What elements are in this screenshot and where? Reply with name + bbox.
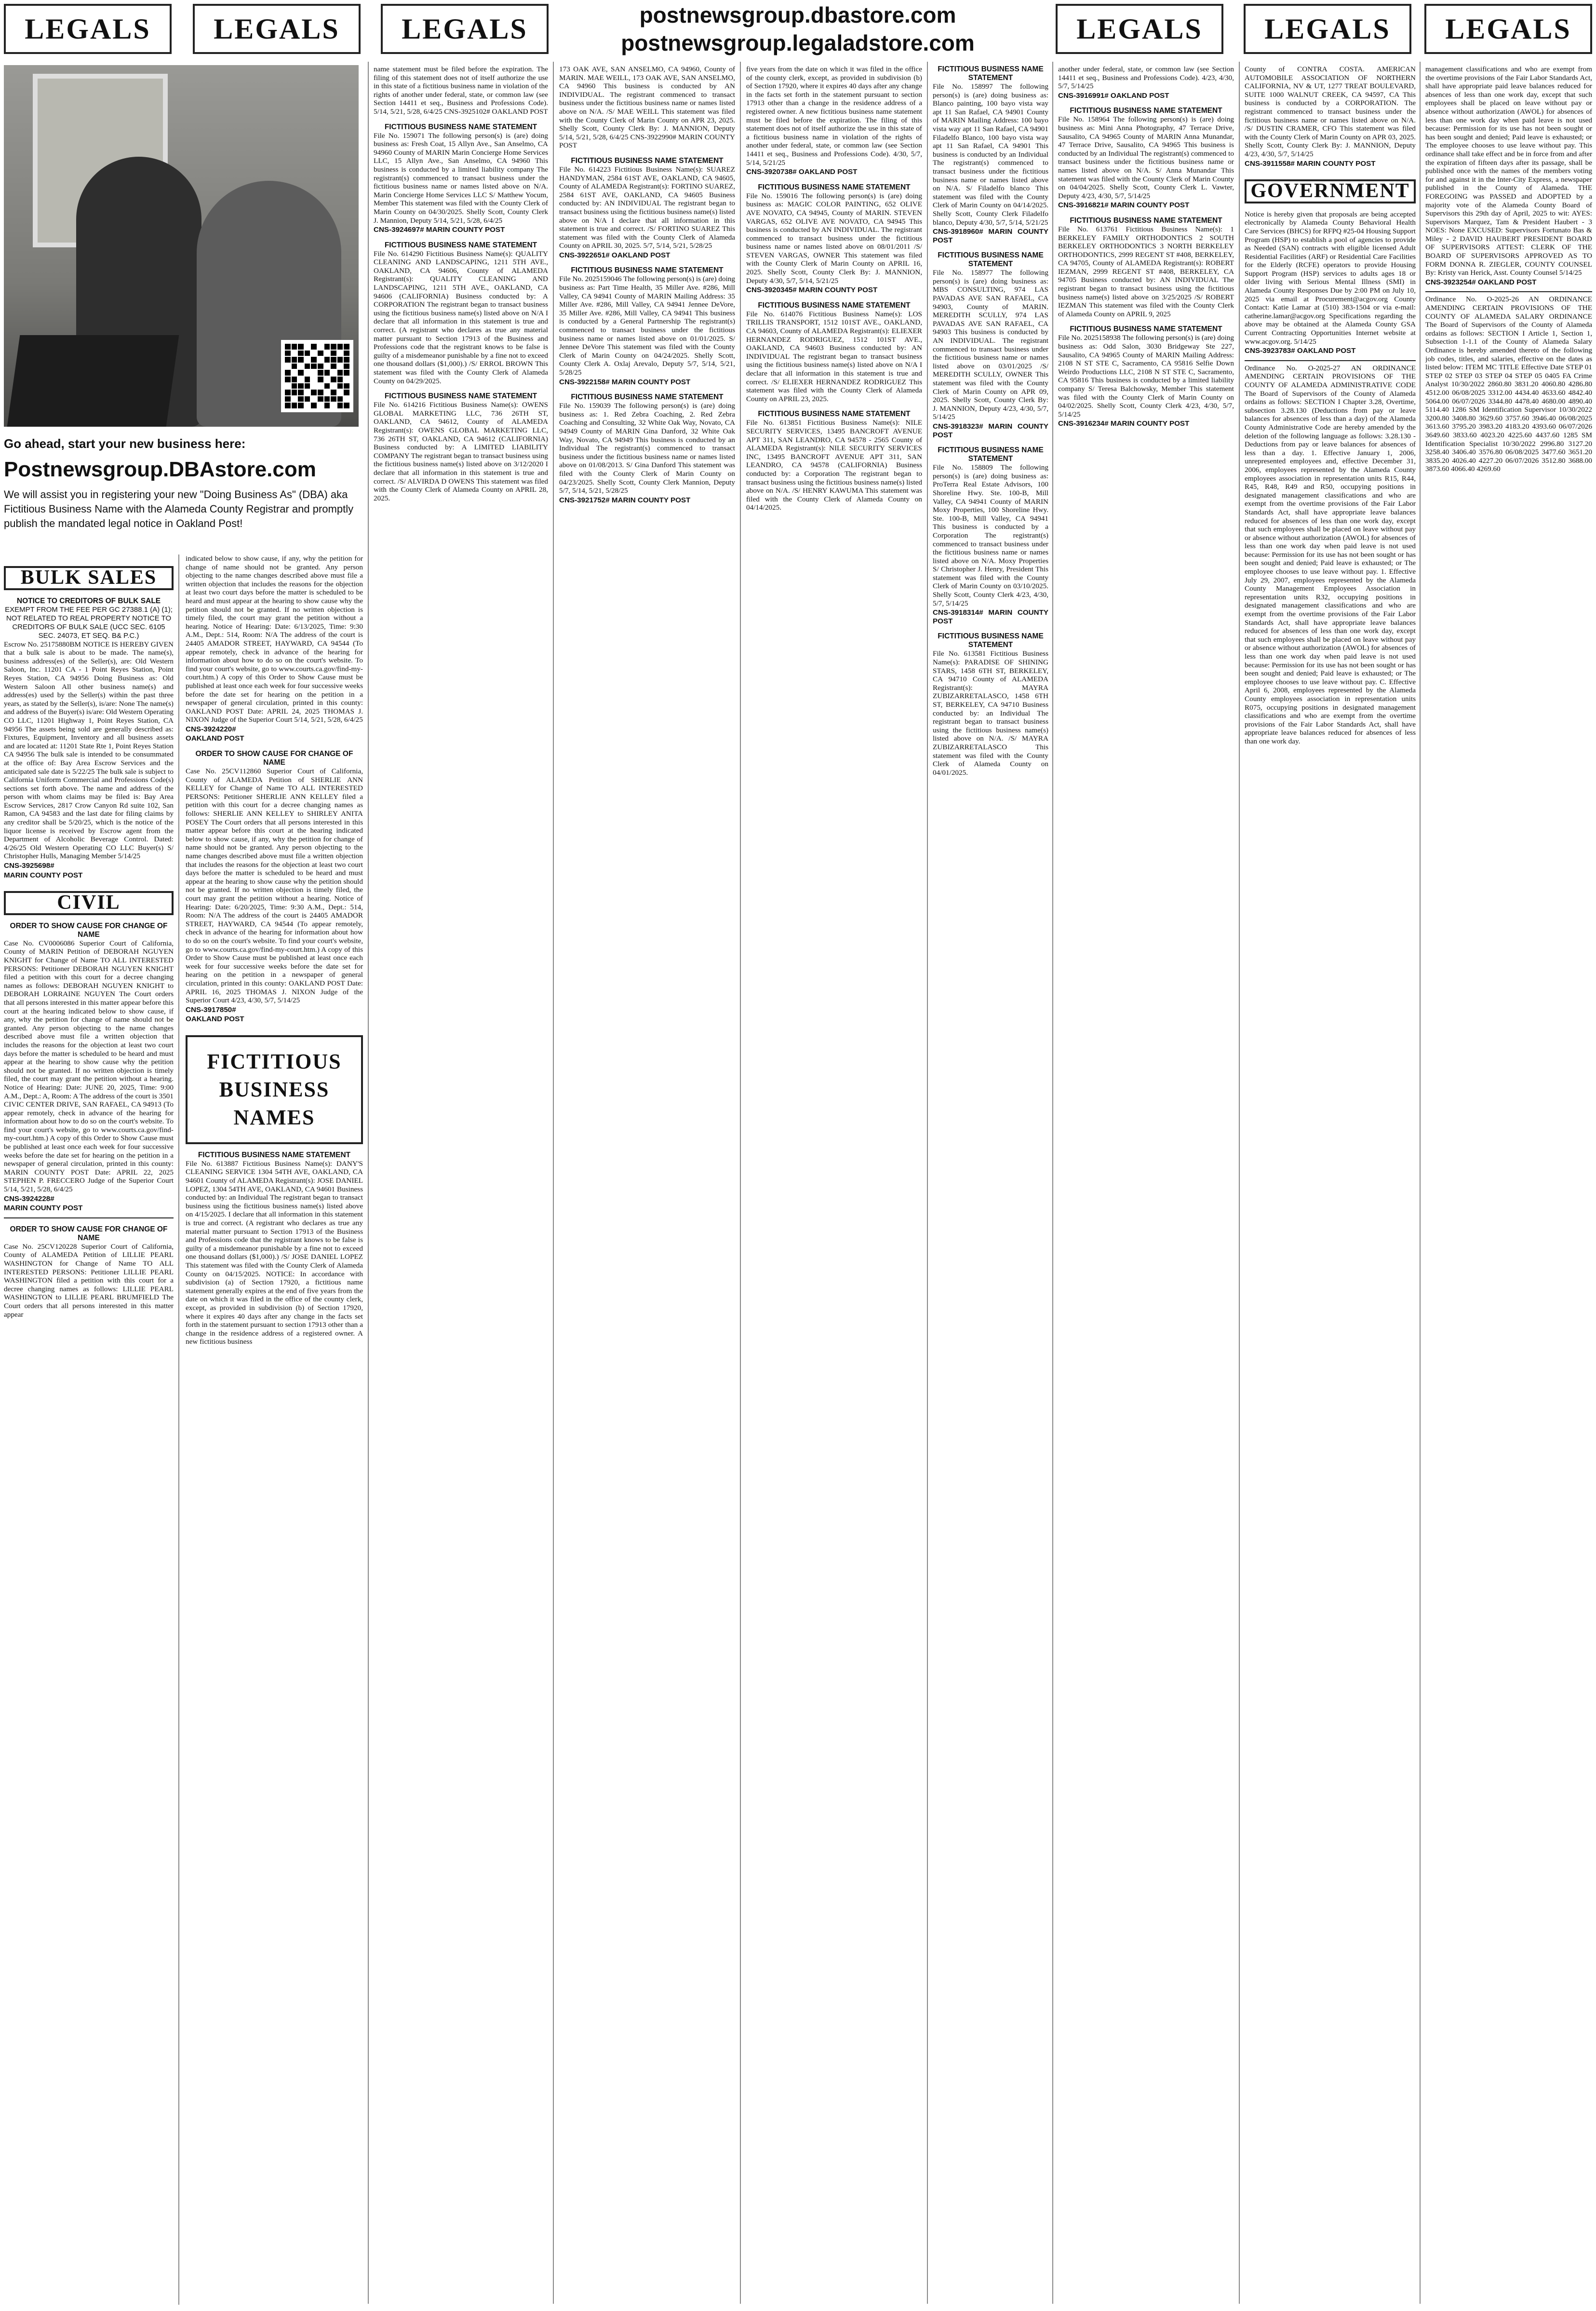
column-1 bbox=[4, 554, 174, 2305]
notice-body: File No. 2025158938 The following person(s) is (are) doing business as: Odd Salon, 3030 Bridgeway Ste 227, Sausalito, CA 94965 County of MARIN Mailing Address: 2108 N ST STE C, Sacramento, CA 95816 Selfie Down Weirdo Productions LLC, 2108 N ST STE C, Sacramento, CA 95816 This business is conducted by a limited liability company S/ Teresa Balchowsky, Member This statement was filed with the County Clerk of Marin County on 04/02/2025. Shelly Scott, County Clerk 4/23, 4/30, 5/7, 5/14/25 bbox=[1058, 334, 1234, 419]
notice-title: NOTICE TO CREDITORS OF BULK SALE bbox=[16, 596, 161, 605]
section-header-civil: CIVIL bbox=[4, 891, 174, 915]
section-header-bulk-sales: BULK SALES bbox=[4, 566, 174, 590]
notice-paper: MARIN COUNTY POST bbox=[4, 1204, 83, 1213]
notice-title: ORDER TO SHOW CAUSE FOR CHANGE OF NAME bbox=[10, 1225, 168, 1242]
notice-body: another under federal, state, or common law (see Section 14411 et seq., Business and Professions Code). 4/23, 4/30, 5/7, 5/14/25 bbox=[1058, 65, 1234, 91]
notice-cns: CNS-3923254# OAKLAND POST bbox=[1425, 278, 1537, 286]
section-tab-label: LEGALS bbox=[402, 13, 528, 45]
notice-title: FICTITIOUS BUSINESS NAME STATEMENT bbox=[1070, 216, 1222, 225]
section-header-line: BUSINESS bbox=[219, 1077, 330, 1101]
notice-cns: CNS-3920345# MARIN COUNTY POST bbox=[746, 286, 878, 295]
notice-subtitle: EXEMPT FROM THE FEE PER GC 27388.1 (A) (1); NOT RELATED TO REAL PROPERTY NOTICE TO CREDITORS OF BULK SALE (UCC SEC. 6105 SEC. 24073, ET SEQ. B& P.C.) bbox=[5, 605, 173, 640]
notice-body: File No. 158964 The following person(s) is (are) doing business as: Mini Anna Photography, 47 Terrace Drive, Sausalito, CA 94965 County of MARIN Anna Munandar, 47 Terrace Drive, Sausalito, CA 94965 This business is conducted by an Individual The registrant(s) commenced to transact business under the fictitious business name or names listed above on N/A. S/ Anna Munandar This statement was filed with the County Clerk of Marin County on 04/04/2025. Shelly Scott, County Clerk L. Vawter, Deputy 4/23, 4/30, 5/7, 5/14/25 bbox=[1058, 115, 1234, 200]
notice-cns: CNS-3916234# MARIN COUNTY POST bbox=[1058, 419, 1190, 428]
column-divider bbox=[178, 554, 179, 2305]
section-tab-legals bbox=[4, 4, 172, 54]
notice-cns: CNS-3924697# MARIN COUNTY POST bbox=[374, 226, 505, 234]
notice-title: FICTITIOUS BUSINESS NAME STATEMENT bbox=[938, 632, 1044, 649]
notice-title: FICTITIOUS BUSINESS NAME STATEMENT bbox=[384, 122, 537, 131]
ad-url[interactable]: Postnewsgroup.DBAstore.com bbox=[4, 458, 316, 481]
notice-cns: CNS-3916821# MARIN COUNTY POST bbox=[1058, 201, 1190, 210]
notice-cns: CNS-3922158# MARIN COUNTY POST bbox=[559, 378, 691, 386]
notice-title: FICTITIOUS BUSINESS NAME STATEMENT bbox=[384, 241, 537, 249]
notice-title: FICTITIOUS BUSINESS NAME STATEMENT bbox=[938, 251, 1044, 269]
notice-body: Case No. 25CV120228 Superior Court of California, County of ALAMEDA Petition of LILLIE PEARL WASHINGTON for Change of Name TO ALL INTERESTED PERSONS: Petitioner LILLIE PEARL WASHINGTON filed a petition with this court for a decree changing names as follows: LILLIE PEARL WASHINGTON to LILLIE PEARL BRUMFIELD The Court orders that all persons interested in this matter appear bbox=[4, 1242, 174, 1319]
notice-cns: CNS-3917850# bbox=[186, 1005, 236, 1014]
notice-cns: CNS-3924228# bbox=[4, 1194, 54, 1203]
notice-body: indicated below to show cause, if any, why the petition for change of name should not be granted. Any person objecting to the name changes described above must file a written objection that includes the reasons for the objection at least two court days before the matter is scheduled to be heard and must appear at the hearing to show cause why the petition should not be granted. If no written objection is timely filed, the court may grant the petition without a hearing. Notice of Hearing: Date: 6/13/2025, Time: 9:30 A.M., Dept.: 514, Room: N/A The address of the court is 24405 AMADOR STREET, HAYWARD, CA 94544 (To appear remotely, check in advance of the hearing for information about how to do so on the court's website. To find your court's website, go to www.courts.ca.gov/find-my-court.htm.) A copy of this Order to Show Cause must be published at least once each week for four successive weeks before the date set for hearing on the petition in a newspaper of general circulation, printed in this county: OAKLAND POST Date: APRIL 24, 2025 THOMAS J. NIXON Judge of the Superior Court 5/14, 5/21, 5/28, 6/4/25 bbox=[186, 554, 363, 724]
notice-cns: CNS-3921752# MARIN COUNTY POST bbox=[559, 496, 691, 504]
notice-body: File No. 159016 The following person(s) is (are) doing business as: MAGIC COLOR PAINTING, 652 OLIVE AVE NOVATO, CA 94945, County of MARIN. STEVEN VARGAS, 652 OLIVE AVE NOVATO, CA 94945 This business is conducted by AN INDIVIDUAL. The registrant commenced to transact business under the fictitious business name or names listed above on 08/01/2011 /S/ STEVEN VARGAS, OWNER This statement was filed with the County Clerk of Marin County on APRIL 16, 2025. Shelly Scott, County Clerk By: J. MANNION, Deputy 4/30, 5/7, 5/14, 5/21/25 bbox=[746, 191, 922, 285]
section-tab-legals bbox=[1424, 4, 1592, 54]
notice-body: Ordinance No. O-2025-27 AN ORDINANCE AMENDING CERTAIN PROVISIONS OF THE COUNTY OF ALAMEDA ADMINISTRATIVE CODE The Board of Supervisors of the County of Alameda ordains as follows: SECTION I Chapter 3.28, Overtime, subsection 3.28.130 (Deductions from pay or leave balances for absences of less than a day) of the Alameda County Administrative Code are hereby amended by the deletion of the following language as follows: 3.28.130 - Deductions from pay or leave balances for absences of less than a day. 1. Effective January 1, 2006, unrepresented employees and, effective December 31, 2006, employees represented by the Alameda County employees association in representation units R15, R44, R45, R48, R49 and R50, occupying positions in designated management classifications and who are exempt from the overtime provisions of the Fair Labor Standards Act, shall have appropriate leave balances reduced for absences of less than one work day, except that such employees shall be placed on leave without pay or absence without authorization (AWOL) for absences of less than one work day when paid leave is not used because: Permission for its use has not been sought or has been sought and denied; Paid leave is exhausted; or The employee chooses to use leave without pay. 1. Effective July 29, 2007, employees represented by the Alameda County Management Employees Association in representation units R32, occupying positions in designated management classifications and who are exempt from the overtime provisions of the Fair Labor Standards Act, shall have appropriate leave balances reduced for absences of less than one work day, except that such employees shall be placed on leave without pay or absence without authorization (AWOL) for absences of less than one work day when paid leave is not used because: Permission for its use has not been sought or has been sought and denied; Paid leave is exhausted; or The employee chooses to use leave without pay. C. Effective April 6, 2008, employees represented by the Alameda County employees association in representation units R075, occupying positions in designated management classifications and who are exempt from the overtime provisions of the Fair Labor Standards Act, shall have appropriate leave balances reduced for absences of less than one work day. bbox=[1245, 364, 1416, 745]
column-divider bbox=[1420, 62, 1421, 2304]
notice-body: Case No. CV0006086 Superior Court of California, County of MARIN Petition of DEBORAH NGUYEN KNIGHT for Change of Name TO ALL INTERESTED PERSONS: Petitioner DEBORAH NGUYEN KNIGHT filed a petition with this court for a decree changing names as follows: DEBORAH NGUYEN KNIGHT to DEBORAH LORRAINE NGUYEN The Court orders that all persons interested in this matter appear before this court at the hearing indicated below to show cause, if any, why the petition for change of name should not be granted. Any person objecting to the name changes described above must file a written objection that includes the reasons for the objection at least two court days before the matter is scheduled to be heard and must appear at the hearing to show cause why the petition should not be granted. If no written objection is timely filed, the court may grant the petition without a hearing. Notice of Hearing: Date: JUNE 20, 2025, Time: 9:00 A.M., Dept.: A, Room: A The address of the court is 3501 CIVIC CENTER DRIVE, SAN RAFAEL, CA 94913 (To appear remotely, check in advance of the hearing for information about how to do so on the court's website. To find your court's website, go to www.courts.ca.gov/find-my-court.htm.) A copy of this Order to Show Cause must be published at least once each week for four successive weeks before the date set for hearing on the petition in a newspaper of general circulation, printed in this county: MARIN COUNTY POST Date: APRIL 22, 2025 STEPHEN P. FRECCERO Judge of the Superior Court 5/14, 5/21, 5/28, 6/4/25 bbox=[4, 939, 174, 1194]
masthead bbox=[545, 0, 1051, 58]
column-3 bbox=[374, 65, 548, 2302]
section-header-line: FICTITIOUS bbox=[207, 1049, 342, 1073]
section-tab-legals bbox=[381, 4, 549, 54]
section-tab-legals bbox=[1244, 4, 1411, 54]
ad-photo bbox=[4, 65, 359, 427]
notice-cns: CNS-3922651# OAKLAND POST bbox=[559, 251, 671, 259]
notice-title: FICTITIOUS BUSINESS NAME STATEMENT bbox=[938, 65, 1044, 82]
notice-cns: CNS-3918960# MARIN COUNTY POST bbox=[933, 228, 1048, 244]
site-url-legaladstore[interactable]: postnewsgroup.legaladstore.com bbox=[621, 30, 975, 55]
column-6 bbox=[933, 65, 1048, 2302]
notice-body: File No. 158977 The following person(s) is (are) doing business as: MBS CONSULTING, 974 LAS PAVADAS AVE SAN RAFAEL, CA 94903, County of MARIN. MEREDITH SCULLY, 974 LAS PAVADAS AVE SAN RAFAEL, CA 94903 This business is conducted by AN INDIVIDUAL. The registrant commenced to transact business under the fictitious business name or names listed above on 03/01/2025 /S/ MEREDITH SCULLY, OWNER This statement was filed with the County Clerk of Marin County on APR 09, 2025. Shelly Scott, County Clerk By: J. MANNION, Deputy 4/23, 4/30, 5/7, 5/14/25 bbox=[933, 269, 1048, 421]
notice-cns: CNS-3924220# bbox=[186, 725, 236, 733]
notice-body: name statement must be filed before the expiration. The filing of this statement does not of itself authorize the use in this state of a fictitious business name in violation of the rights of another under federal, state, or common law (see Section 14411 et seq., Business and Professions Code). 5/14, 5/21, 5/28, 6/4/25 CNS-3925102# OAKLAND POST bbox=[374, 65, 548, 116]
notice-title: FICTITIOUS BUSINESS NAME STATEMENT bbox=[571, 393, 724, 402]
notice-title: FICTITIOUS BUSINESS NAME STATEMENT bbox=[571, 266, 724, 275]
column-divider bbox=[740, 62, 741, 2304]
notice-title: FICTITIOUS BUSINESS NAME STATEMENT bbox=[758, 183, 911, 191]
column-divider bbox=[553, 62, 554, 2304]
notice-title: FICTITIOUS BUSINESS NAME STATEMENT bbox=[1070, 107, 1222, 115]
notice-paper: OAKLAND POST bbox=[186, 1015, 244, 1024]
column-4 bbox=[559, 65, 735, 2302]
notice-body: File No. 613581 Fictitious Business Name(s): PARADISE OF SHINING STARS, 1458 6TH ST, BERKELEY, CA 94710 County of ALAMEDA Registrant(s): MAYRA ZUBIZARRETALASCO, 1458 6TH ST, BERKELEY, CA 94710 Business conducted by: an Individual The registrant began to transact business using the fictitious business name(s) listed above on N/A. /S/ MAYRA ZUBIZARRETALASCO This statement was filed with the County Clerk of Alameda County on 04/01/2025. bbox=[933, 649, 1048, 777]
notice-body: File No. 158809 The following person(s) is (are) doing business as: ProTerra Real Estate Advisors, 100 Shoreline Hwy. Ste. 100-B, Mill Valley, CA 94941 County of MARIN Moxy Properties, 100 Shoreline Hwy. Ste. 100-B, Mill Valley, CA 94941 This business is conducted by a Corporation The registrant(s) commenced to transact business under the fictitious business name or names listed above on N/A. Moxy Properties S/ Christopher J. Henry, President This statement was filed with the County Clerk of Marin County on 03/10/2025. Shelly Scott, County Clerk 4/23, 4/30, 5/7, 5/14/25 bbox=[933, 463, 1048, 608]
column-8 bbox=[1245, 65, 1416, 2302]
notice-body: File No. 614216 Fictitious Business Name(s): OWENS GLOBAL MARKETING LLC, 736 26TH ST, OAKLAND, CA 94612, County of ALAMEDA Registrant(s): OWENS GLOBAL MARKETING LLC, 736 26TH ST, OAKLAND, CA 94612 (CALIFORNIA) Business conducted by: A LIMITED LIABILITY COMPANY The registrant began to transact business using the fictitious business name(s) listed above on 3/12/2020 I declare that all information in this statement is true and correct. /S/ ALVIRDA D OWENS This statement was filed with the County Clerk of Alameda County on APRIL 28, 2025. bbox=[374, 401, 548, 502]
notice-body: File No. 614290 Fictitious Business Name(s): QUALITY CLEANING AND LANDSCAPING, 1211 5TH AVE., OAKLAND, CA 94606, County of ALAMEDA Registrant(s): QUALITY CLEANING AND LANDSCAPING, 1211 5TH AVE., OAKLAND, CA 94606 (CALIFORNIA) Business conducted by: A CORPORATION The registrant began to transact business using the fictitious business name(s) listed above on N/A I declare that all information in this statement is true and correct. (A registrant who declares as true any material matter pursuant to Section 17913 of the Business and Professions code that the registrant knows to be false is guilty of a misdemeanor punishable by a fine not to exceed one thousand dollars ($1,000).) /S/ ERROL BROWN This statement was filed with the County Clerk of Alameda County on 04/29/2025. bbox=[374, 249, 548, 385]
notice-body: County of CONTRA COSTA. AMERICAN AUTOMOBILE ASSOCIATION OF NORTHERN CALIFORNIA, NV & UT, 1277 TREAT BOULEVARD, SUITE 1000 WALNUT CREEK, CA 94597, CA This business is conducted by a CORPORATION. The registrant commenced to transact business under the fictitious business name or names listed above on N/A. /S/ DUSTIN CRAMER, CFO This statement was filed with the County Clerk of Marin County on APR 03, 2025. Shelly Scott, County Clerk By: J. MANNION, Deputy 4/23, 4/30, 5/7, 5/14/25 bbox=[1245, 65, 1416, 158]
ad-headline: Go ahead, start your new business here: bbox=[4, 436, 246, 451]
site-url-dbastore[interactable]: postnewsgroup.dbastore.com bbox=[639, 2, 956, 27]
column-divider bbox=[368, 62, 369, 2304]
section-tab-legals bbox=[1056, 4, 1223, 54]
notice-cns: CNS-3923783# OAKLAND POST bbox=[1245, 347, 1356, 355]
notice-title: FICTITIOUS BUSINESS NAME STATEMENT bbox=[938, 446, 1044, 463]
notice-body: management classifications and who are exempt from the overtime provisions of the Fair Labor Standards Act, shall have appropriate paid leave balances reduced for absences of less than one work day, except that such employees shall be placed on leave without pay or absence without authorization (AWOL) for absences of less than one work day when paid leave is not used because: Permission for its use has not been sought or has been sought and denied; Paid leave is exhausted; or The employee chooses to use leave without pay. This ordinance shall take effect and be in force from and after the expiration of fifteen days after its passage, shall be published once with the names of the members voting for and against it in the Inter-City Express, a newspaper published in the County of Alameda. THE FOREGOING was PASSED and ADOPTED by a majority vote of the Alameda County Board of Supervisors this 29th day of April, 2025 to wit: AYES: Supervisors Marquez, Tam & President Haubert - 3 NOES: None EXCUSED: Supervisors Fortunato Bas & Miley - 2 DAVID HAUBERT PRESIDENT BOARD OF SUPERVISORS ATTEST: CLERK OF THE BOARD OF SUPERVISORS APPROVED AS TO FORM DONNA R. ZIEGLER, COUNTY COUNSEL By: Kristy van Herick, Asst. County Counsel 5/14/25 bbox=[1425, 65, 1592, 277]
section-tab-label: LEGALS bbox=[1445, 13, 1571, 45]
section-header-government: GOVERNMENT bbox=[1245, 179, 1416, 203]
notice-body: File No. 2025159046 The following person(s) is (are) doing business as: Part Time Health, 35 Miller Ave. #286, Mill Valley, CA 94941 County of MARIN Mailing Address: 35 Miller Ave. #286, Mill Valley, CA 94941 Jennee DeVore, 35 Miller Ave. #286, Mill Valley, CA 94941 This business is conducted by a General Partnership The registrant(s) commenced to transact business under the fictitious business name or names listed above on 01/01/2025. S/ Jennee DeVore This statement was filed with the County Clerk of Marin County on 04/24/2025. Shelly Scott, County Clerk A. Oxlaj Arevalo, Deputy 5/7, 5/14, 5/21, 5/28/25 bbox=[559, 275, 735, 377]
notice-title: FICTITIOUS BUSINESS NAME STATEMENT bbox=[198, 1150, 351, 1159]
notice-separator bbox=[1425, 291, 1592, 292]
notice-body: Notice is hereby given that proposals are being accepted electronically by Alameda County Behavioral Health Care Services (BHCS) for RFPQ #25-04 Housing Support Program (HSP) to establish a pool of agencies to provide as Needed (SAN) contracts with eligible licensed Adult Residential Facilities (ARF) or Residential Care Facilities for the Elderly (RCFE) operators to provide Housing Support Program (HSP) services to adults ages 18 or older living with Serious Mental Illness (SMI) in Alameda County Responses Due by 2:00 PM on July 10, 2025 via email at Procurement@acgov.org County Contact: Katie Lamar at (510) 383-1504 or via e-mail: catherine.lamar@acgov.org Specifications regarding the above may be obtained at the Alameda County GSA Current Contracting Opportunities Internet website at www.acgov.org. 5/14/25 bbox=[1245, 210, 1416, 346]
notice-body: File No. 613887 Fictitious Business Name(s): DANY'S CLEANING SERVICE 1304 54TH AVE, OAKLAND, CA 94601 County of ALAMEDA Registrant(s): JOSE DANIEL LOPEZ, 1304 54TH AVE, OAKLAND, CA 94601 Business conducted by: an Individual The registrant began to transact business using the fictitious business name(s) listed above on 4/15/2025. I declare that all information in this statement is true and correct. (A registrant who declares as true any material matter pursuant to Section 17913 of the Business and Professions code that the registrant knows to be false is guilty of a misdemeanor punishable by a fine not to exceed one thousand dollars ($1,000).) /S/ JOSE DANIEL LOPEZ This statement was filed with the County Clerk of Alameda County on 04/15/2025. NOTICE: In accordance with subdivision (a) of Section 17920, a fictitious name statement generally expires at the end of five years from the date on which it was filed in the office of the county clerk, except, as provided in subdivision (b) of Section 17920, where it expires 40 days after any change in the facts set forth in the statement pursuant to section 17913 other than a change in the residence address of a registered owner. A new fictitious business bbox=[186, 1159, 363, 1346]
notice-body: File No. 614223 Fictitious Business Name(s): SUAREZ HANDYMAN, 2584 61ST AVE, OAKLAND, CA 94605, County of ALAMEDA Registrant(s): FORTINO SUAREZ, 2584 61ST AVE, OAKLAND, CA 94605 Business conducted by: AN INDIVIDUAL The registrant began to transact business using the fictitious business name(s) listed above on N/A I declare that all information in this statement is true and correct. /S/ FORTINO SUAREZ This statement was filed with the County Clerk of Alameda County on APRIL 30, 2025. 5/7, 5/14, 5/21, 5/28/25 bbox=[559, 165, 735, 250]
column-7 bbox=[1058, 65, 1234, 2302]
column-divider bbox=[1239, 62, 1240, 2304]
section-tab-legals bbox=[193, 4, 361, 54]
section-header-line: NAMES bbox=[233, 1105, 315, 1129]
notice-body: File No. 159071 The following person(s) is (are) doing business as: Fresh Coat, 15 Allyn Ave., San Anselmo, CA 94960 County of MARIN Marin Concierge Home Services LLC, 15 Allyn Ave., San Anselmo, CA 94960 This business is conducted by a limited liability company The registrant(s) commenced to transact business under the fictitious business name or names listed above on N/A. Marin Concierge Home Services LLC S/ Matthew Yocum, Member This statement was filed with the County Clerk of Marin County on 04/30/2025. Shelly Scott, County Clerk J. Mannion, Deputy 5/14, 5/21, 5/28, 6/4/25 bbox=[374, 131, 548, 225]
notice-title: FICTITIOUS BUSINESS NAME STATEMENT bbox=[571, 156, 724, 165]
notice-body: five years from the date on which it was filed in the office of the county clerk, except, as provided in subdivision (b) of Section 17920, where it expires 40 days after any change in the facts set forth in the statement pursuant to section 17913 other than a change in the residence address of a registered owner. A new fictitious business name statement must be filed before the expiration. The filing of this statement does not of itself authorize the use in this state of a fictitious business name in violation of the rights of another under federal, state, or common law (see Section 14411 et seq., Business and Professions Code). 4/30, 5/7, 5/14, 5/21/25 bbox=[746, 65, 922, 167]
column-2 bbox=[186, 554, 363, 2305]
section-tab-label: LEGALS bbox=[25, 13, 151, 45]
notice-cns: CNS-3911558# MARIN COUNTY POST bbox=[1245, 159, 1376, 168]
notice-body: Case No. 25CV112860 Superior Court of California, County of ALAMEDA Petition of SHERLIE ANN KELLEY for Change of Name TO ALL INTERESTED PERSONS: Petitioner SHERLIE ANN KELLEY filed a petition with this court for a decree changing names as follows: SHERLIE ANN KELLEY to SHIRLEY ANITA POSEY The Court orders that all persons interested in this matter appear before this court at the hearing indicated below to show cause, if any, why the petition for change of name should not be granted. Any person objecting to the name changes described above must file a written objection that includes the reasons for the objection at least two court days before the matter is scheduled to be heard and must appear at the hearing to show cause why the petition should not be granted. If no written objection is timely filed, the court may grant the petition without a hearing. Notice of Hearing: Date: 6/20/2025, Time: 9:30 A.M., Dept.: 514, Room: N/A The address of the court is 24405 AMADOR STREET, HAYWARD, CA 94544 (To appear remotely, check in advance of the hearing for information about how to do so on the court's website. To find your court's website, go to www.courts.ca.gov/find-my-court.htm.) A copy of this Order to Show Cause must be published at least once each week for four successive weeks before the date set for hearing on the petition in a newspaper of general circulation, printed in this county: OAKLAND POST Date: APRIL 16, 2025 THOMAS J. NIXON Judge of the Superior Court 4/23, 4/30, 5/7, 5/14/25 bbox=[186, 767, 363, 1005]
section-tab-label: LEGALS bbox=[214, 13, 340, 45]
notice-body: File No. 613761 Fictitious Business Name(s): 1 BERKELEY FAMILY ORTHODONTICS 2 SOUTH BERKELEY ORTHODONTICS 3 NORTH BERKELEY ORTHODONTICS, 2999 REGENT ST #408, BERKELEY, CA 94705, County of ALAMEDA Registrant(s): ROBERT IEZMAN, 2999 REGENT ST #408, BERKELEY, CA 94705 Business conducted by: AN INDIVIDUAL The registrant began to transact business using the fictitious business name(s) listed above on 3/25/2025 /S/ ROBERT IEZMAN This statement was filed with the County Clerk of Alameda County on APRIL 9, 2025 bbox=[1058, 225, 1234, 318]
notice-body: Escrow No. 25175880BM NOTICE IS HEREBY GIVEN that a bulk sale is about to be made. The name(s), business address(es) of the Seller(s), are: Old Western Saloon, Inc. 11201 CA - 1 Point Reyes Station, Point Reyes Station, CA 94956 Doing Business as: Old Western Saloon All other business name(s) and address(es) used by the Seller(s) within the past three years, as stated by the Seller(s), is/are: None The name(s) and address of the Buyer(s) is/are: Old Western Operating CO LLC, 11201 Highway 1, Point Reyes Station, CA 94956 The assets being sold are generally described as: Fixtures, Equipment, Inventory and all business assets and are located at: 11201 State Rte 1, Point Reyes Station CA 94956 The bulk sale is intended to be consummated at the office of: Bay Area Escrow Services and the anticipated sale date is 5/22/25 The bulk sale is subject to California Uniform Commercial and Professions Code(s) sections set forth above. The name and address of the person with whom claims may be filed is: Bay Area Escrow Services, 2817 Crow Canyon Rd suite 102, San Ramon, CA 94583 and the last date for filing claims by any creditor shall be 5/20/25, which is the notice of the liquor license is received by Escrow agent from the Department of Alcoholic Beverage Control. Dated: 4/26/25 Old Western Operating CO LLC Buyer(s) S/ Christopher Hulls, Managing Member 5/14/25 bbox=[4, 640, 174, 861]
notice-title: ORDER TO SHOW CAUSE FOR CHANGE OF NAME bbox=[195, 750, 353, 767]
section-tab-label: LEGALS bbox=[1264, 13, 1391, 45]
qr-code-icon[interactable] bbox=[281, 340, 353, 412]
notice-title: FICTITIOUS BUSINESS NAME STATEMENT bbox=[758, 410, 911, 419]
notice-cns: CNS-3916991# OAKLAND POST bbox=[1058, 91, 1169, 100]
notice-paper: OAKLAND POST bbox=[186, 734, 244, 743]
notice-separator bbox=[1245, 360, 1416, 361]
ad-description: We will assist you in registering your new "Doing Business As" (DBA) aka Fictitious Business Name with the Alameda County Registrar and promptly publish the mandated legal notice in Oakland Post! bbox=[4, 488, 354, 529]
notice-body: File No. 159039 The following person(s) is (are) doing business as: 1. Red Zebra Coaching, 2. Red Zebra Coaching and Consulting, 32 White Oak Way, Novato, CA 94949 County of MARIN Gina Danford, 32 White Oak Way, Novato, CA 94949 This business is conducted by an Individual The registrant(s) commenced to transact business under the fictitious business name or names listed above on 01/08/2013. S/ Gina Danford This statement was filed with the County Clerk of Marin County on 04/23/2025. Shelly Scott, County Clerk Mannion, Deputy 5/7, 5/14, 5/21, 5/28/25 bbox=[559, 402, 735, 495]
notice-body: Ordinance No. O-2025-26 AN ORDINANCE AMENDING CERTAIN PROVISIONS OF THE COUNTY OF ALAMEDA SALARY ORDINANCE The Board of Supervisors of the County of Alameda ordains as follows: SECTION I Article 1, Section 1, Subsection 1-1.1 of the County of Alameda Salary Ordinance is hereby amended thereto of the following job codes, titles, and salaries, effective on the dates as listed below: ITEM MC TITLE Effective Date STEP 01 STEP 02 STEP 03 STEP 04 STEP 05 0405 FA Crime Analyst 10/30/2022 2860.80 3831.20 4060.80 4286.80 4512.00 06/08/2025 3312.00 4434.40 4633.60 4842.40 5064.00 06/07/2026 3344.80 4478.40 4680.00 4890.40 5114.40 1286 SM Identification Supervisor 10/30/2022 3200.80 3408.80 3629.60 3757.60 3946.40 06/08/2025 3613.60 3795.20 3983.20 4183.20 4393.60 06/07/2026 3649.60 3833.60 4023.20 4225.60 4437.60 1285 SM Identification Specialist 10/30/2022 2996.80 3127.20 3258.40 3406.40 3576.80 06/08/2025 3477.60 3651.20 3835.20 4026.40 4227.20 06/07/2026 3512.80 3688.00 3873.60 4066.40 4269.60 bbox=[1425, 295, 1592, 473]
notice-body: File No. 614076 Fictitious Business Name(s): LOS TRILLIS TRANSPORT, 1512 101ST AVE., OAKLAND, CA 94603, County of ALAMEDA Registrant(s): ELIEXER HERNANDEZ RODRIGUEZ, 1512 101ST AVE., OAKLAND, CA 94603 Business conducted by: AN INDIVIDUAL The registrant began to transact business using the fictitious business name(s) listed above on N/A I declare that all information in this statement is true and correct. /S/ ELIEXER HERNANDEZ RODRIGUEZ This statement was filed with the County Clerk of Alameda County on APRIL 23, 2025. bbox=[746, 310, 922, 403]
notice-cns: CNS-3918323# MARIN COUNTY POST bbox=[933, 422, 1048, 439]
notice-title: FICTITIOUS BUSINESS NAME STATEMENT bbox=[1070, 325, 1222, 334]
column-9 bbox=[1425, 65, 1592, 2302]
notice-cns: CNS-3925698# bbox=[4, 862, 54, 870]
notice-title: FICTITIOUS BUSINESS NAME STATEMENT bbox=[758, 301, 911, 310]
section-header-fictitious-business-names bbox=[186, 1035, 363, 1144]
column-divider bbox=[927, 62, 928, 2304]
notice-cns: CNS-3920738# OAKLAND POST bbox=[746, 168, 858, 176]
notice-body: 173 OAK AVE, SAN ANSELMO, CA 94960, County of MARIN. MAE WEILL, 173 OAK AVE, SAN ANSELMO, CA 94960 This business is conducted by AN INDIVIDUAL. The registrant commenced to transact business under the fictitious business name or names listed above on N/A. /S/ MAE WEILL This statement was filed with the County Clerk of Marin County on APR 23, 2025. Shelly Scott, County Clerk By: J. MANNION, Deputy 5/14, 5/21, 5/28, 6/4/25 CNS-3922990# MARIN COUNTY POST bbox=[559, 65, 735, 150]
ad-laptop bbox=[7, 335, 179, 427]
section-tab-label: LEGALS bbox=[1076, 13, 1203, 45]
column-divider bbox=[1052, 62, 1053, 2304]
dba-advertisement[interactable] bbox=[4, 65, 359, 547]
column-5 bbox=[746, 65, 922, 2302]
notice-title: ORDER TO SHOW CAUSE FOR CHANGE OF NAME bbox=[10, 921, 168, 939]
notice-separator bbox=[4, 1217, 174, 1218]
notice-body: File No. 158997 The following person(s) is (are) doing business as: Blanco painting, 100 bayo vista way apt 11 San Rafael, CA 94901 County of MARIN Mailing Address: 100 bayo vista way apt 11 San Rafael, CA 94901 Filadelfo Blanco, 100 bayo vista way apt 11 San Rafael, CA 94901 This business is conducted by an Individual The registrant(s) commenced to transact business under the fictitious business name or names listed above on N/A. S/ Filadelfo blanco This statement was filed with the County Clerk of Marin County on 04/14/2025. Shelly Scott, County Clerk Filadelfo blanco, Deputy 4/30, 5/7, 5/14, 5/21/25 bbox=[933, 82, 1048, 227]
ad-caption bbox=[4, 435, 359, 531]
notice-cns: CNS-3918314# MARIN COUNTY POST bbox=[933, 608, 1048, 625]
notice-body: File No. 613851 Fictitious Business Name(s): NILE SECURITY SERVICES, 13495 BANCROFT AVENUE APT 311, SAN LEANDRO, CA 94578 - 2565 County of ALAMEDA Registrant(s): NILE SECURITY SERVICES INC, 13495 BANCROFT AVENUE APT 311, SAN LEANDRO, CA 94578 (CALIFORNIA) Business conducted by: a Corporation The registrant began to transact business using the fictitious business name(s) listed above on N/A. /S/ HENRY KAWUMA This statement was filed with the County Clerk of Alameda County on 04/14/2025. bbox=[746, 419, 922, 512]
notice-paper: MARIN COUNTY POST bbox=[4, 871, 83, 879]
notice-title: FICTITIOUS BUSINESS NAME STATEMENT bbox=[384, 392, 537, 401]
